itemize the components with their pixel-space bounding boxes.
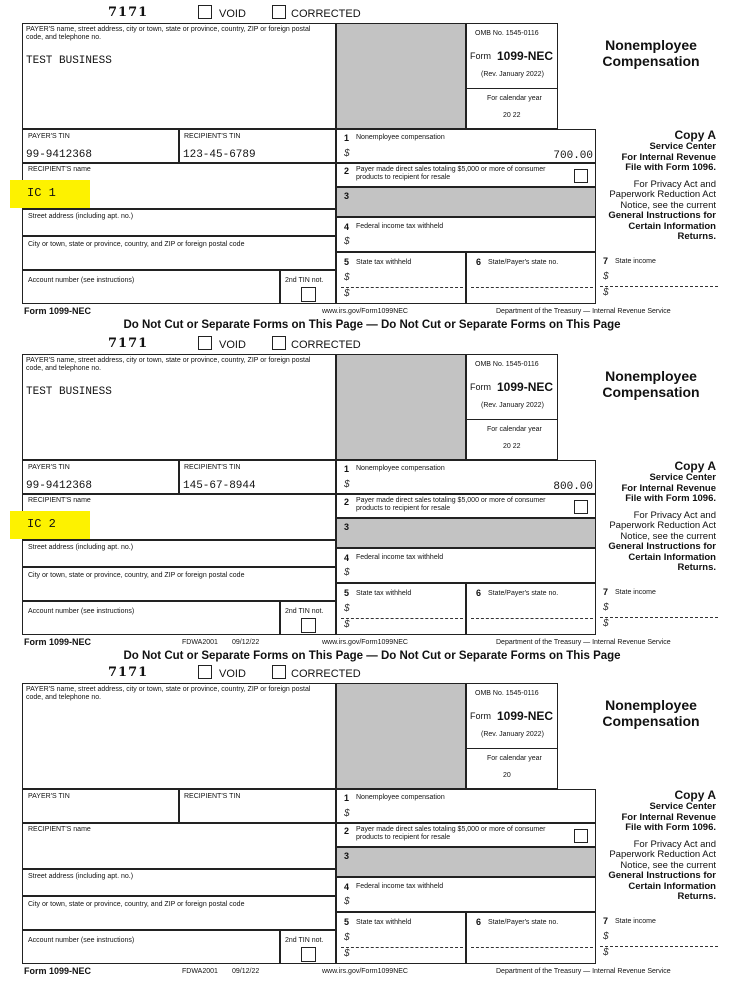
box4-label: Federal income tax withheld — [356, 883, 444, 890]
copy-a-block — [596, 129, 716, 243]
shaded-area — [336, 23, 466, 129]
footer-dept: Department of the Treasury — Internal Revenue Service — [496, 308, 671, 315]
form-code: 7171 — [108, 336, 149, 351]
privacy-line-6: Returns. — [677, 891, 716, 902]
recipient-name-label: RECIPIENT'S name — [28, 497, 91, 504]
do-not-cut-notice: Do Not Cut or Separate Forms on This Page — Do Not Cut or Separate Forms on This Page — [123, 319, 621, 331]
payer-tin[interactable]: 99-9412368 — [26, 149, 93, 161]
recipient-name-box — [22, 823, 336, 869]
box4-dollar: $ — [344, 236, 350, 247]
box1-dollar: $ — [344, 808, 350, 819]
file-with: File with Form 1096. — [625, 822, 716, 833]
box7-number: 7 — [603, 916, 609, 926]
second-tin-label: 2nd TIN not. — [285, 277, 324, 284]
void-checkbox[interactable] — [198, 5, 212, 19]
box5-number: 5 — [344, 588, 350, 598]
second-tin-box — [280, 930, 336, 964]
privacy-line-5: Certain Information — [628, 880, 716, 892]
box2 — [336, 823, 596, 847]
street-label: Street address (including apt. no.) — [28, 544, 134, 551]
box2-checkbox[interactable] — [574, 500, 588, 514]
privacy-line-1: For Privacy Act and — [633, 838, 716, 850]
privacy-line-4: General Instructions for — [608, 870, 716, 881]
box5-label: State tax withheld — [356, 590, 412, 597]
box2-label: Payer made direct sales totaling $5,000 or more of consumer products to recipient for resale — [356, 826, 546, 841]
corrected-checkbox[interactable] — [272, 665, 286, 679]
calendar-year-label: For calendar year — [487, 95, 542, 102]
form-1099-nec-copy-2 — [0, 331, 744, 662]
recipient-name[interactable]: IC 2 — [27, 517, 56, 531]
form-1099-nec-copy-1 — [0, 0, 744, 331]
city-label: City or town, state or province, country, and ZIP or foreign postal code — [28, 572, 245, 579]
box5 — [336, 912, 466, 964]
box7-label: State income — [615, 589, 656, 596]
form-word: Form — [470, 382, 491, 392]
recipient-tin-label: RECIPIENT'S TIN — [184, 133, 241, 140]
box4-label: Federal income tax withheld — [356, 223, 444, 230]
box2-number: 2 — [344, 497, 350, 507]
box2-label: Payer made direct sales totaling $5,000 or more of consumer products to recipient for resale — [356, 497, 546, 512]
recipient-tin-box — [179, 789, 336, 823]
box3-number: 3 — [344, 191, 350, 201]
box7-number: 7 — [603, 587, 609, 597]
box4 — [336, 877, 596, 912]
second-tin-box — [280, 270, 336, 304]
corrected-label: CORRECTED — [291, 668, 361, 680]
box3-number: 3 — [344, 522, 350, 532]
box7 — [596, 912, 722, 964]
street-label: Street address (including apt. no.) — [28, 213, 134, 220]
file-with: File with Form 1096. — [625, 162, 716, 173]
box2-number: 2 — [344, 166, 350, 176]
corrected-checkbox[interactable] — [272, 336, 286, 350]
recipient-tin-box — [179, 129, 336, 163]
box4 — [336, 217, 596, 252]
payer-block-label: PAYER'S name, street address, city or town, state or province, country, ZIP or foreign postal code, and telephone no. — [26, 26, 311, 41]
form-title — [558, 697, 744, 729]
file-with: File with Form 1096. — [625, 493, 716, 504]
recipient-name-box — [22, 163, 336, 209]
box1 — [336, 129, 596, 163]
title-line-1: Nonemployee — [605, 368, 697, 384]
footer-dept: Department of the Treasury — Internal Revenue Service — [496, 639, 671, 646]
box2-number: 2 — [344, 826, 350, 836]
box4-dollar: $ — [344, 896, 350, 907]
city-box — [22, 896, 336, 930]
privacy-line-3: Notice, see the current — [620, 199, 716, 211]
recipient-tin-box — [179, 460, 336, 494]
box7-dollar-1: $ — [603, 271, 609, 282]
account-label: Account number (see instructions) — [28, 608, 135, 615]
box5-dollar-2: $ — [344, 948, 350, 959]
box6-label: State/Payer's state no. — [488, 590, 559, 597]
copy-a-block — [596, 789, 716, 903]
city-label: City or town, state or province, country, and ZIP or foreign postal code — [28, 901, 245, 908]
box1-number: 1 — [344, 464, 350, 474]
omb-block — [466, 23, 558, 129]
box6-number: 6 — [476, 257, 482, 267]
calendar-year-label: For calendar year — [487, 755, 542, 762]
account-box — [22, 601, 280, 635]
box1-label: Nonemployee compensation — [356, 465, 445, 472]
copy-a-title: Copy A — [674, 128, 716, 142]
footer-date: 09/12/22 — [232, 639, 260, 646]
recipient-tin[interactable]: 123-45-6789 — [183, 149, 256, 161]
for-internal-revenue: For Internal Revenue — [621, 151, 716, 163]
privacy-line-3: Notice, see the current — [620, 530, 716, 542]
box2-label: Payer made direct sales totaling $5,000 or more of consumer products to recipient for resale — [356, 166, 546, 181]
payer-name[interactable]: TEST BUSINESS — [26, 386, 112, 398]
second-tin-checkbox[interactable] — [301, 618, 316, 633]
box7-dollar-1: $ — [603, 602, 609, 613]
box4-number: 4 — [344, 553, 350, 563]
payer-block — [22, 354, 336, 460]
second-tin-label: 2nd TIN not. — [285, 608, 324, 615]
privacy-line-6: Returns. — [677, 231, 716, 242]
second-tin-checkbox[interactable] — [301, 287, 316, 302]
privacy-line-2: Paperwork Reduction Act — [609, 849, 716, 860]
box5-label: State tax withheld — [356, 259, 412, 266]
box4 — [336, 548, 596, 583]
form-word: Form — [470, 711, 491, 721]
box6-label: State/Payer's state no. — [488, 919, 559, 926]
box3-number: 3 — [344, 851, 350, 861]
calendar-year[interactable]: 20 22 — [503, 112, 521, 119]
recipient-name-box — [22, 494, 336, 540]
box7 — [596, 252, 722, 304]
box2-checkbox[interactable] — [574, 169, 588, 183]
form-name: 1099-NEC — [497, 380, 554, 394]
payer-tin-box — [22, 129, 179, 163]
box1-amount[interactable]: 700.00 — [553, 150, 593, 162]
privacy-line-4: General Instructions for — [608, 541, 716, 552]
footer-url: www.irs.gov/Form1099NEC — [322, 308, 408, 315]
box1-label: Nonemployee compensation — [356, 794, 445, 801]
box4-number: 4 — [344, 222, 350, 232]
service-center: Service Center — [649, 801, 716, 812]
void-label: VOID — [219, 339, 246, 351]
payer-block — [22, 23, 336, 129]
omb-block — [466, 683, 558, 789]
box6 — [466, 252, 596, 304]
account-box — [22, 270, 280, 304]
privacy-line-5: Certain Information — [628, 220, 716, 232]
privacy-line-4: General Instructions for — [608, 210, 716, 221]
corrected-label: CORRECTED — [291, 8, 361, 20]
box7-label: State income — [615, 258, 656, 265]
city-label: City or town, state or province, country, and ZIP or foreign postal code — [28, 241, 245, 248]
account-label: Account number (see instructions) — [28, 277, 135, 284]
box6-number: 6 — [476, 917, 482, 927]
box7-dollar-2: $ — [603, 618, 609, 629]
recipient-name-label: RECIPIENT'S name — [28, 826, 91, 833]
revision: (Rev. January 2022) — [481, 402, 544, 409]
form-title — [558, 368, 744, 400]
box7-dollar-2: $ — [603, 287, 609, 298]
form-name: 1099-NEC — [497, 709, 554, 723]
box4-label: Federal income tax withheld — [356, 554, 444, 561]
second-tin-box — [280, 601, 336, 635]
payer-name[interactable]: TEST BUSINESS — [26, 55, 112, 67]
footer-form: Form 1099-NEC — [24, 306, 92, 316]
box1 — [336, 460, 596, 494]
revision: (Rev. January 2022) — [481, 71, 544, 78]
void-checkbox[interactable] — [198, 336, 212, 350]
copy-a-title: Copy A — [674, 459, 716, 473]
form-1099-nec-copy-3 — [0, 660, 744, 988]
title-line-1: Nonemployee — [605, 37, 697, 53]
box7-number: 7 — [603, 256, 609, 266]
box2-checkbox[interactable] — [574, 829, 588, 843]
revision: (Rev. January 2022) — [481, 731, 544, 738]
calendar-year-label: For calendar year — [487, 426, 542, 433]
box6 — [466, 912, 596, 964]
footer-url: www.irs.gov/Form1099NEC — [322, 968, 408, 975]
privacy-line-2: Paperwork Reduction Act — [609, 189, 716, 200]
box3 — [336, 187, 596, 217]
box5 — [336, 252, 466, 304]
service-center: Service Center — [649, 141, 716, 152]
box2 — [336, 163, 596, 187]
recipient-tin-label: RECIPIENT'S TIN — [184, 793, 241, 800]
box7-dollar-2: $ — [603, 947, 609, 958]
service-center: Service Center — [649, 472, 716, 483]
second-tin-checkbox[interactable] — [301, 947, 316, 962]
recipient-tin[interactable]: 145-67-8944 — [183, 480, 256, 492]
footer-form: Form 1099-NEC — [24, 637, 92, 647]
box5-dollar-1: $ — [344, 932, 350, 943]
box5-dollar-1: $ — [344, 603, 350, 614]
payer-block-label: PAYER'S name, street address, city or town, state or province, country, ZIP or foreign postal code, and telephone no. — [26, 357, 311, 372]
box5 — [336, 583, 466, 635]
do-not-cut-notice: Do Not Cut or Separate Forms on This Page — Do Not Cut or Separate Forms on This Page — [123, 650, 621, 662]
recipient-tin-label: RECIPIENT'S TIN — [184, 464, 241, 471]
box7 — [596, 583, 722, 635]
box7-dollar-1: $ — [603, 931, 609, 942]
title-line-2: Compensation — [602, 384, 700, 400]
omb-number: OMB No. 1545-0116 — [475, 690, 539, 697]
payer-block — [22, 683, 336, 789]
void-label: VOID — [219, 8, 246, 20]
payer-tin-label: PAYER'S TIN — [28, 133, 70, 140]
box2 — [336, 494, 596, 518]
box1-amount[interactable]: 800.00 — [553, 481, 593, 493]
privacy-line-2: Paperwork Reduction Act — [609, 520, 716, 531]
box5-dollar-1: $ — [344, 272, 350, 283]
account-label: Account number (see instructions) — [28, 937, 135, 944]
box3 — [336, 518, 596, 548]
account-box — [22, 930, 280, 964]
copy-a-title: Copy A — [674, 788, 716, 802]
payer-tin-box — [22, 789, 179, 823]
omb-number: OMB No. 1545-0116 — [475, 30, 539, 37]
for-internal-revenue: For Internal Revenue — [621, 811, 716, 823]
shaded-area — [336, 354, 466, 460]
omb-block — [466, 354, 558, 460]
box1-dollar: $ — [344, 479, 350, 490]
form-code: 7171 — [108, 665, 149, 680]
box6-label: State/Payer's state no. — [488, 259, 559, 266]
recipient-name-label: RECIPIENT'S name — [28, 166, 91, 173]
calendar-year[interactable]: 20 — [503, 772, 511, 779]
box5-number: 5 — [344, 917, 350, 927]
form-title — [558, 37, 744, 69]
calendar-year[interactable]: 20 22 — [503, 443, 521, 450]
street-label: Street address (including apt. no.) — [28, 873, 134, 880]
copy-a-block — [596, 460, 716, 574]
void-label: VOID — [219, 668, 246, 680]
footer-url: www.irs.gov/Form1099NEC — [322, 639, 408, 646]
title-line-2: Compensation — [602, 53, 700, 69]
box4-number: 4 — [344, 882, 350, 892]
form-word: Form — [470, 51, 491, 61]
privacy-line-3: Notice, see the current — [620, 859, 716, 871]
privacy-line-1: For Privacy Act and — [633, 509, 716, 521]
footer-code: FDWA2001 — [182, 968, 218, 975]
privacy-line-5: Certain Information — [628, 551, 716, 563]
corrected-checkbox[interactable] — [272, 5, 286, 19]
box5-dollar-2: $ — [344, 288, 350, 299]
box1 — [336, 789, 596, 823]
box3 — [336, 847, 596, 877]
box6 — [466, 583, 596, 635]
footer-code: FDWA2001 — [182, 639, 218, 646]
omb-number: OMB No. 1545-0116 — [475, 361, 539, 368]
privacy-line-1: For Privacy Act and — [633, 178, 716, 190]
box5-dollar-2: $ — [344, 619, 350, 630]
footer-date: 09/12/22 — [232, 968, 260, 975]
for-internal-revenue: For Internal Revenue — [621, 482, 716, 494]
title-line-1: Nonemployee — [605, 697, 697, 713]
void-checkbox[interactable] — [198, 665, 212, 679]
payer-block-label: PAYER'S name, street address, city or town, state or province, country, ZIP or foreign postal code, and telephone no. — [26, 686, 311, 701]
payer-tin-label: PAYER'S TIN — [28, 464, 70, 471]
second-tin-label: 2nd TIN not. — [285, 937, 324, 944]
form-code: 7171 — [108, 5, 149, 20]
recipient-name[interactable]: IC 1 — [27, 186, 56, 200]
box6-number: 6 — [476, 588, 482, 598]
street-box — [22, 869, 336, 896]
payer-tin-box — [22, 460, 179, 494]
box1-number: 1 — [344, 793, 350, 803]
payer-tin-label: PAYER'S TIN — [28, 793, 70, 800]
box1-dollar: $ — [344, 148, 350, 159]
city-box — [22, 236, 336, 270]
payer-tin[interactable]: 99-9412368 — [26, 480, 93, 492]
box5-number: 5 — [344, 257, 350, 267]
corrected-label: CORRECTED — [291, 339, 361, 351]
footer-dept: Department of the Treasury — Internal Revenue Service — [496, 968, 671, 975]
box4-dollar: $ — [344, 567, 350, 578]
form-name: 1099-NEC — [497, 49, 554, 63]
street-box — [22, 540, 336, 567]
box7-label: State income — [615, 918, 656, 925]
street-box — [22, 209, 336, 236]
city-box — [22, 567, 336, 601]
shaded-area — [336, 683, 466, 789]
footer-form: Form 1099-NEC — [24, 966, 92, 976]
box1-label: Nonemployee compensation — [356, 134, 445, 141]
box1-number: 1 — [344, 133, 350, 143]
title-line-2: Compensation — [602, 713, 700, 729]
box5-label: State tax withheld — [356, 919, 412, 926]
privacy-line-6: Returns. — [677, 562, 716, 573]
